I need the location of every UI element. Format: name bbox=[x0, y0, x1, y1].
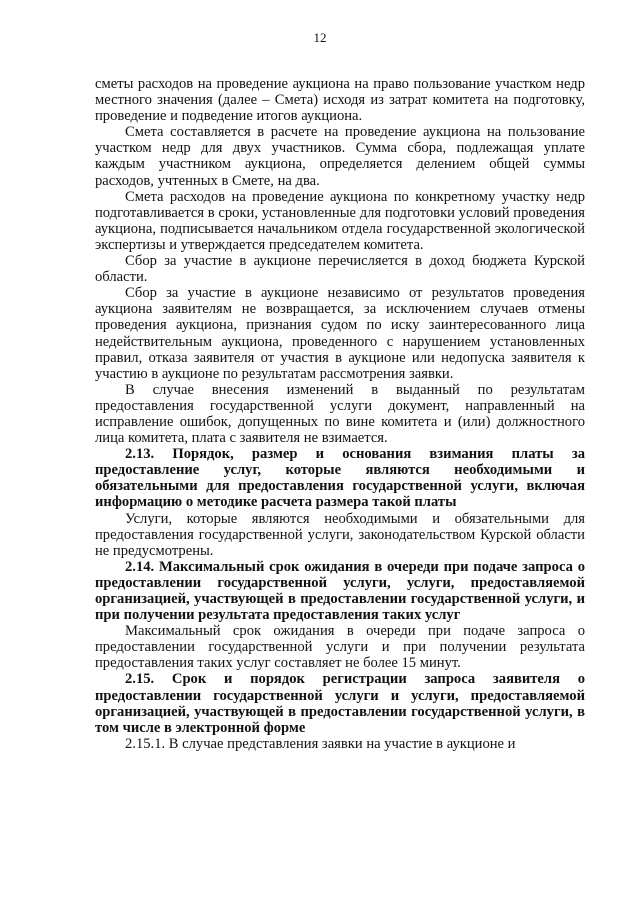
paragraph: сметы расходов на проведение аукциона на право пользование участком недр местного значения (далее – Смета) исходя из затрат комитета на подготовку, проведение и подведение итогов аукциона. bbox=[95, 76, 585, 125]
page-number: 12 bbox=[313, 30, 327, 45]
paragraph: Смета составляется в расчете на проведение аукциона на пользование участком недр для двух участников. Сумма сбора, подлежащая уплате каждым участником аукциона, определяется делением общей суммы расходов, учтенных в Смете, на два. bbox=[95, 124, 585, 189]
document-body bbox=[95, 76, 585, 752]
section-heading: 2.13. Порядок, размер и основания взимания платы за предоставление услуг, которые являются необходимыми и обязательными для предоставления государственной услуги, включая информацию о методике расчета размера такой платы bbox=[95, 446, 585, 511]
paragraph: 2.15.1. В случае представления заявки на участие в аукционе и bbox=[125, 735, 516, 752]
paragraph: Сбор за участие в аукционе перечисляется в доход бюджета Курской области. bbox=[95, 253, 585, 286]
section-heading: 2.15. Срок и порядок регистрации запроса заявителя о предоставлении государственной услуги и услуги, предоставляемой организацией, участвующей в предоставлении государственной услуги, в том числе в электронной форме bbox=[95, 671, 585, 736]
paragraph: Услуги, которые являются необходимыми и обязательными для предоставления государственной услуги, законодательством Курской области не предусмотрены. bbox=[95, 510, 585, 559]
section-heading: 2.14. Максимальный срок ожидания в очереди при подаче запроса о предоставлении государственной услуги, услуги, предоставляемой организацией, участвующей в предоставлении государственной услуги, и при получении результата предоставления таких услуг bbox=[95, 558, 585, 624]
paragraph: Смета расходов на проведение аукциона по конкретному участку недр подготавливается в сроки, установленные для подготовки условий проведения аукциона, подписывается начальником отдела государственной экологической экспертизы и утверждается председателем комитета. bbox=[95, 188, 585, 253]
paragraph: Сбор за участие в аукционе независимо от результатов проведения аукциона заявителям не возвращается, за исключением случаев отмены проведения аукциона, признания судом по иску заинтересованного лица недействительным аукциона, проведенного с нарушением установленных правил, отказа заявителя от участия в аукционе или недопуска заявителя к участию в аукционе по результатам рассмотрения заявки. bbox=[95, 285, 585, 382]
paragraph: В случае внесения изменений в выданный по результатам предоставления государственной услуги документ, направленный на исправление ошибок, допущенных по вине комитета и (или) должностного лица комитета, плата с заявителя не взимается. bbox=[95, 381, 585, 447]
paragraph: Максимальный срок ожидания в очереди при подаче запроса о предоставлении государственной услуги и при получении результата предоставления таких услуг составляет не более 15 минут. bbox=[95, 623, 585, 672]
